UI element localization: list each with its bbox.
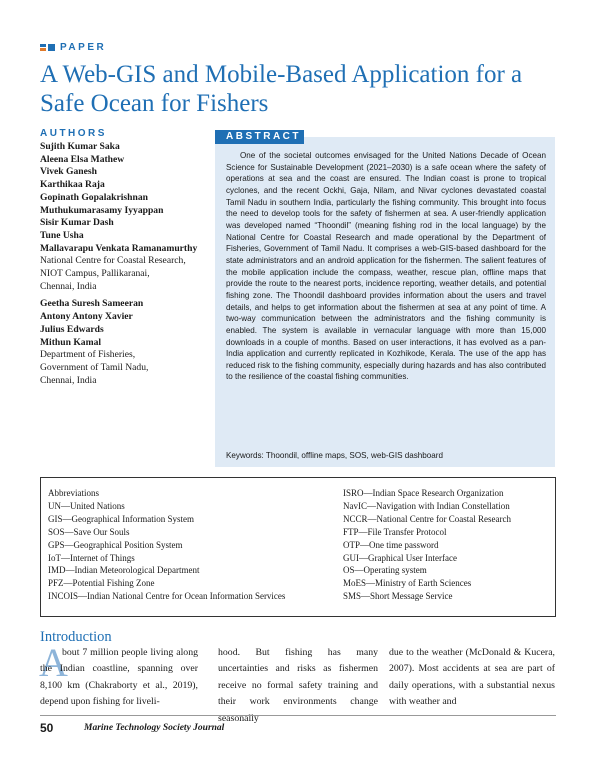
author-name: Mallavarapu Venkata Ramanamurthy — [40, 242, 198, 254]
abstract-text: One of the societal outcomes envisaged for the United Nations Decade of Ocean Science for Sustainable Development (2021–2030) is a safe ocean where the safety of operations at sea and the coast are ensured. The Indian coast is prone to tropical cyclones, and the recent Ockhi, Gaja, Nilam, and Nivar cyclones devastated coastal Tamil Nadu in southern India, particularly the fishing community. This brought into focus the need to develop tools for the safety of fishermen at sea. A user-friendly application was developed named “Thoondil” (meaning fishing rod in the local language) by the National Centre for Coastal Research and made operational by the Department of Fisheries, Government of Tamil Nadu. It comprises a web-GIS-based dashboard for the state administrators and an android application for the fishermen. The salient features of the mobile application include the compass, weather, rescue plan, offline maps that provide the route to the nearest ports, incidence reporting, weather details, and potential fishing zone. The Thoondil dashboard provides information about the users and travel details, and helps to get information about the fishermen at sea at any point of time. A two-way communication between the administrators and the fishing community is enabled. The system is available in vernacular language with more than 15,000 downloads in a couple of months. Based on user interactions, it has evolved as a pan-India application and currently replicated in Kozhikode, Kerala. The use of the app has reduced risk to the fishing community, especially during hazards and has also contributed to the resilience of the coastal fishing communities. — [226, 151, 546, 382]
abbreviation-item: INCOIS—Indian National Centre for Ocean Information Services — [48, 591, 286, 602]
authors-list — [40, 141, 210, 387]
author-name: Geetha Suresh Sameeran — [40, 298, 144, 310]
author-name: Karthikaa Raja — [40, 179, 105, 191]
author-affiliation: Chennai, India — [40, 374, 97, 386]
abbreviation-item: OTP—One time password — [343, 539, 439, 550]
abbreviation-item: PFZ—Potential Fishing Zone — [48, 578, 155, 589]
author-affiliation: Chennai, India — [40, 280, 97, 292]
abstract-label: ABSTRACT — [215, 130, 304, 144]
section-label-text: PAPER — [60, 42, 107, 53]
intro-column-3: due to the weather (McDonald & Kucera, 2007). Most accidents at sea are part of daily operations, with a substantial nexus with weather and — [389, 647, 555, 708]
abbreviation-item: GIS—Geographical Information System — [48, 513, 194, 524]
abbreviation-item: OS—Operating system — [343, 565, 427, 576]
abbreviation-item: FTP—File Transfer Protocol — [343, 526, 447, 537]
author-name: Vivek Ganesh — [40, 166, 97, 178]
abbreviations-right-column — [343, 487, 511, 603]
drop-cap: A — [39, 640, 68, 685]
authors-label: AUTHORS — [40, 128, 107, 139]
keywords: Keywords: Thoondil, offline maps, SOS, web-GIS dashboard — [226, 451, 443, 460]
author-affiliation: Department of Fisheries, — [40, 349, 136, 361]
author-name: Mithun Kamal — [40, 336, 102, 348]
abbreviations-left-column — [48, 487, 285, 603]
author-name: Muthukumarasamy Iyyappan — [40, 204, 164, 216]
author-name: Julius Edwards — [40, 323, 104, 335]
author-name: Gopinath Gopalakrishnan — [40, 191, 148, 203]
author-name: Tune Usha — [40, 229, 84, 241]
intro-column-1: bout 7 million people living along the Indian coastline, spanning over 8,100 km (Chakraborty et al., 2019), depend upon fishing for liveli- — [40, 647, 198, 708]
abbreviation-item: UN—United Nations — [48, 500, 125, 511]
author-name: Antony Antony Xavier — [40, 311, 133, 323]
author-name: Sujith Kumar Saka — [40, 141, 120, 152]
author-affiliation: National Centre for Coastal Research, — [40, 255, 186, 267]
author-affiliation: NIOT Campus, Pallikaranai, — [40, 268, 150, 280]
introduction-heading: Introduction — [40, 629, 112, 645]
abbreviation-item: SMS—Short Message Service — [343, 591, 453, 602]
author-name: Sisir Kumar Dash — [40, 217, 114, 229]
abbreviations-heading: Abbreviations — [48, 488, 99, 498]
abbreviation-item: GUI—Graphical User Interface — [343, 552, 457, 563]
section-label — [40, 42, 106, 53]
paper-title: A Web-GIS and Mobile-Based Application for a Safe Ocean for Fishers — [40, 61, 523, 117]
journal-name: Marine Technology Society Journal — [84, 723, 225, 733]
abbreviation-item: NCCR—National Centre for Coastal Research — [343, 513, 511, 524]
abbreviation-item: NavIC—Navigation with Indian Constellation — [343, 500, 510, 511]
abbreviation-item: SOS—Save Our Souls — [48, 526, 130, 537]
intro-column-2: hood. But fishing has many uncertainties and risks as fishermen receive no formal safety training and their work environments change seasonally — [218, 647, 378, 724]
author-affiliation: Government of Tamil Nadu, — [40, 361, 149, 373]
abbreviation-item: IoT—Internet of Things — [48, 552, 135, 563]
abbreviation-item: ISRO—Indian Space Research Organization — [343, 488, 504, 498]
abbreviation-item: MoES—Ministry of Earth Sciences — [343, 578, 472, 589]
author-name: Aleena Elsa Mathew — [40, 153, 125, 165]
footer-rule — [40, 715, 556, 716]
paper-section-icon — [40, 44, 55, 51]
page-number: 50 — [40, 721, 54, 735]
abbreviation-item: GPS—Geographical Position System — [48, 539, 183, 550]
abbreviation-item: IMD—Indian Meteorological Department — [48, 565, 200, 576]
